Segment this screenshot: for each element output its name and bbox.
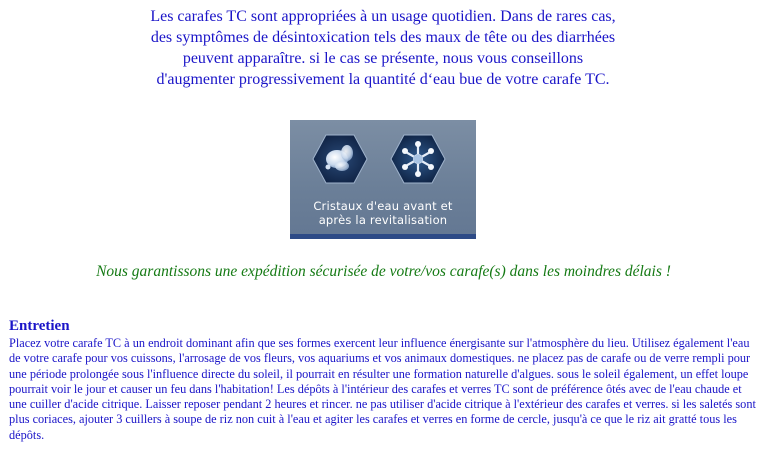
entretien-paragraph: Placez votre carafe TC à un endroit dominant afin que ses formes exercent leur influence énergisante sur l'atmosphère du lieu. Utilisez également l'eau de votre carafe pour vos cuissons, l'arrosage de vos fleurs, vos aquariums et vos animaux domestiques. ne placez pas de carafe ou de verre rempli pour une période prolongée sous l'influence directe du soleil, il pourrait en résulter une formation naturelle d'algues. sous le soleil également, un effet loupe pourrait voir le jour et causer un feu dans l'habitation! Les dépôts à l'intérieur des carafes et verres TC sont de préférence ôtés avec de l'eau chaude et une cuiller d'acide citrique. Laisser reposer pendant 2 heures et rincer. ne pas utiliser d'acide citrique à l'extérieur des carafes et verres. si les saletés sont plus coriaces, ajouter 3 cuillers à soupe de riz non cuit à l'eau et agiter les carafes et verres en forme de cercle, jusqu'à ce que le riz ait gratté tous les dépôts. [9, 336, 756, 442]
figure-caption-line-2: après la revitalisation [318, 213, 448, 227]
shipping-guarantee-text: Nous garantissons une expédition sécurisée de votre/vos carafe(s) dans les moindres délais ! [96, 263, 671, 280]
entretien-heading: Entretien [9, 318, 70, 334]
figure-caption-line-1: Cristaux d'eau avant et [313, 199, 453, 213]
hexagon-crystal-before-icon [313, 135, 367, 183]
intro-paragraph: Les carafes TC sont appropriées à un usage quotidien. Dans de rares cas, des symptômes de désintoxication tels des maux de tête ou des diarrhées peuvent apparaître. si le cas se présente, nous vous conseillons d'augmenter progressivement la quantité d‘eau bue de votre carafe TC. [150, 8, 616, 88]
figure-caption [290, 199, 476, 227]
hexagon-crystal-after-icon [391, 135, 445, 183]
water-crystals-image [290, 120, 476, 239]
